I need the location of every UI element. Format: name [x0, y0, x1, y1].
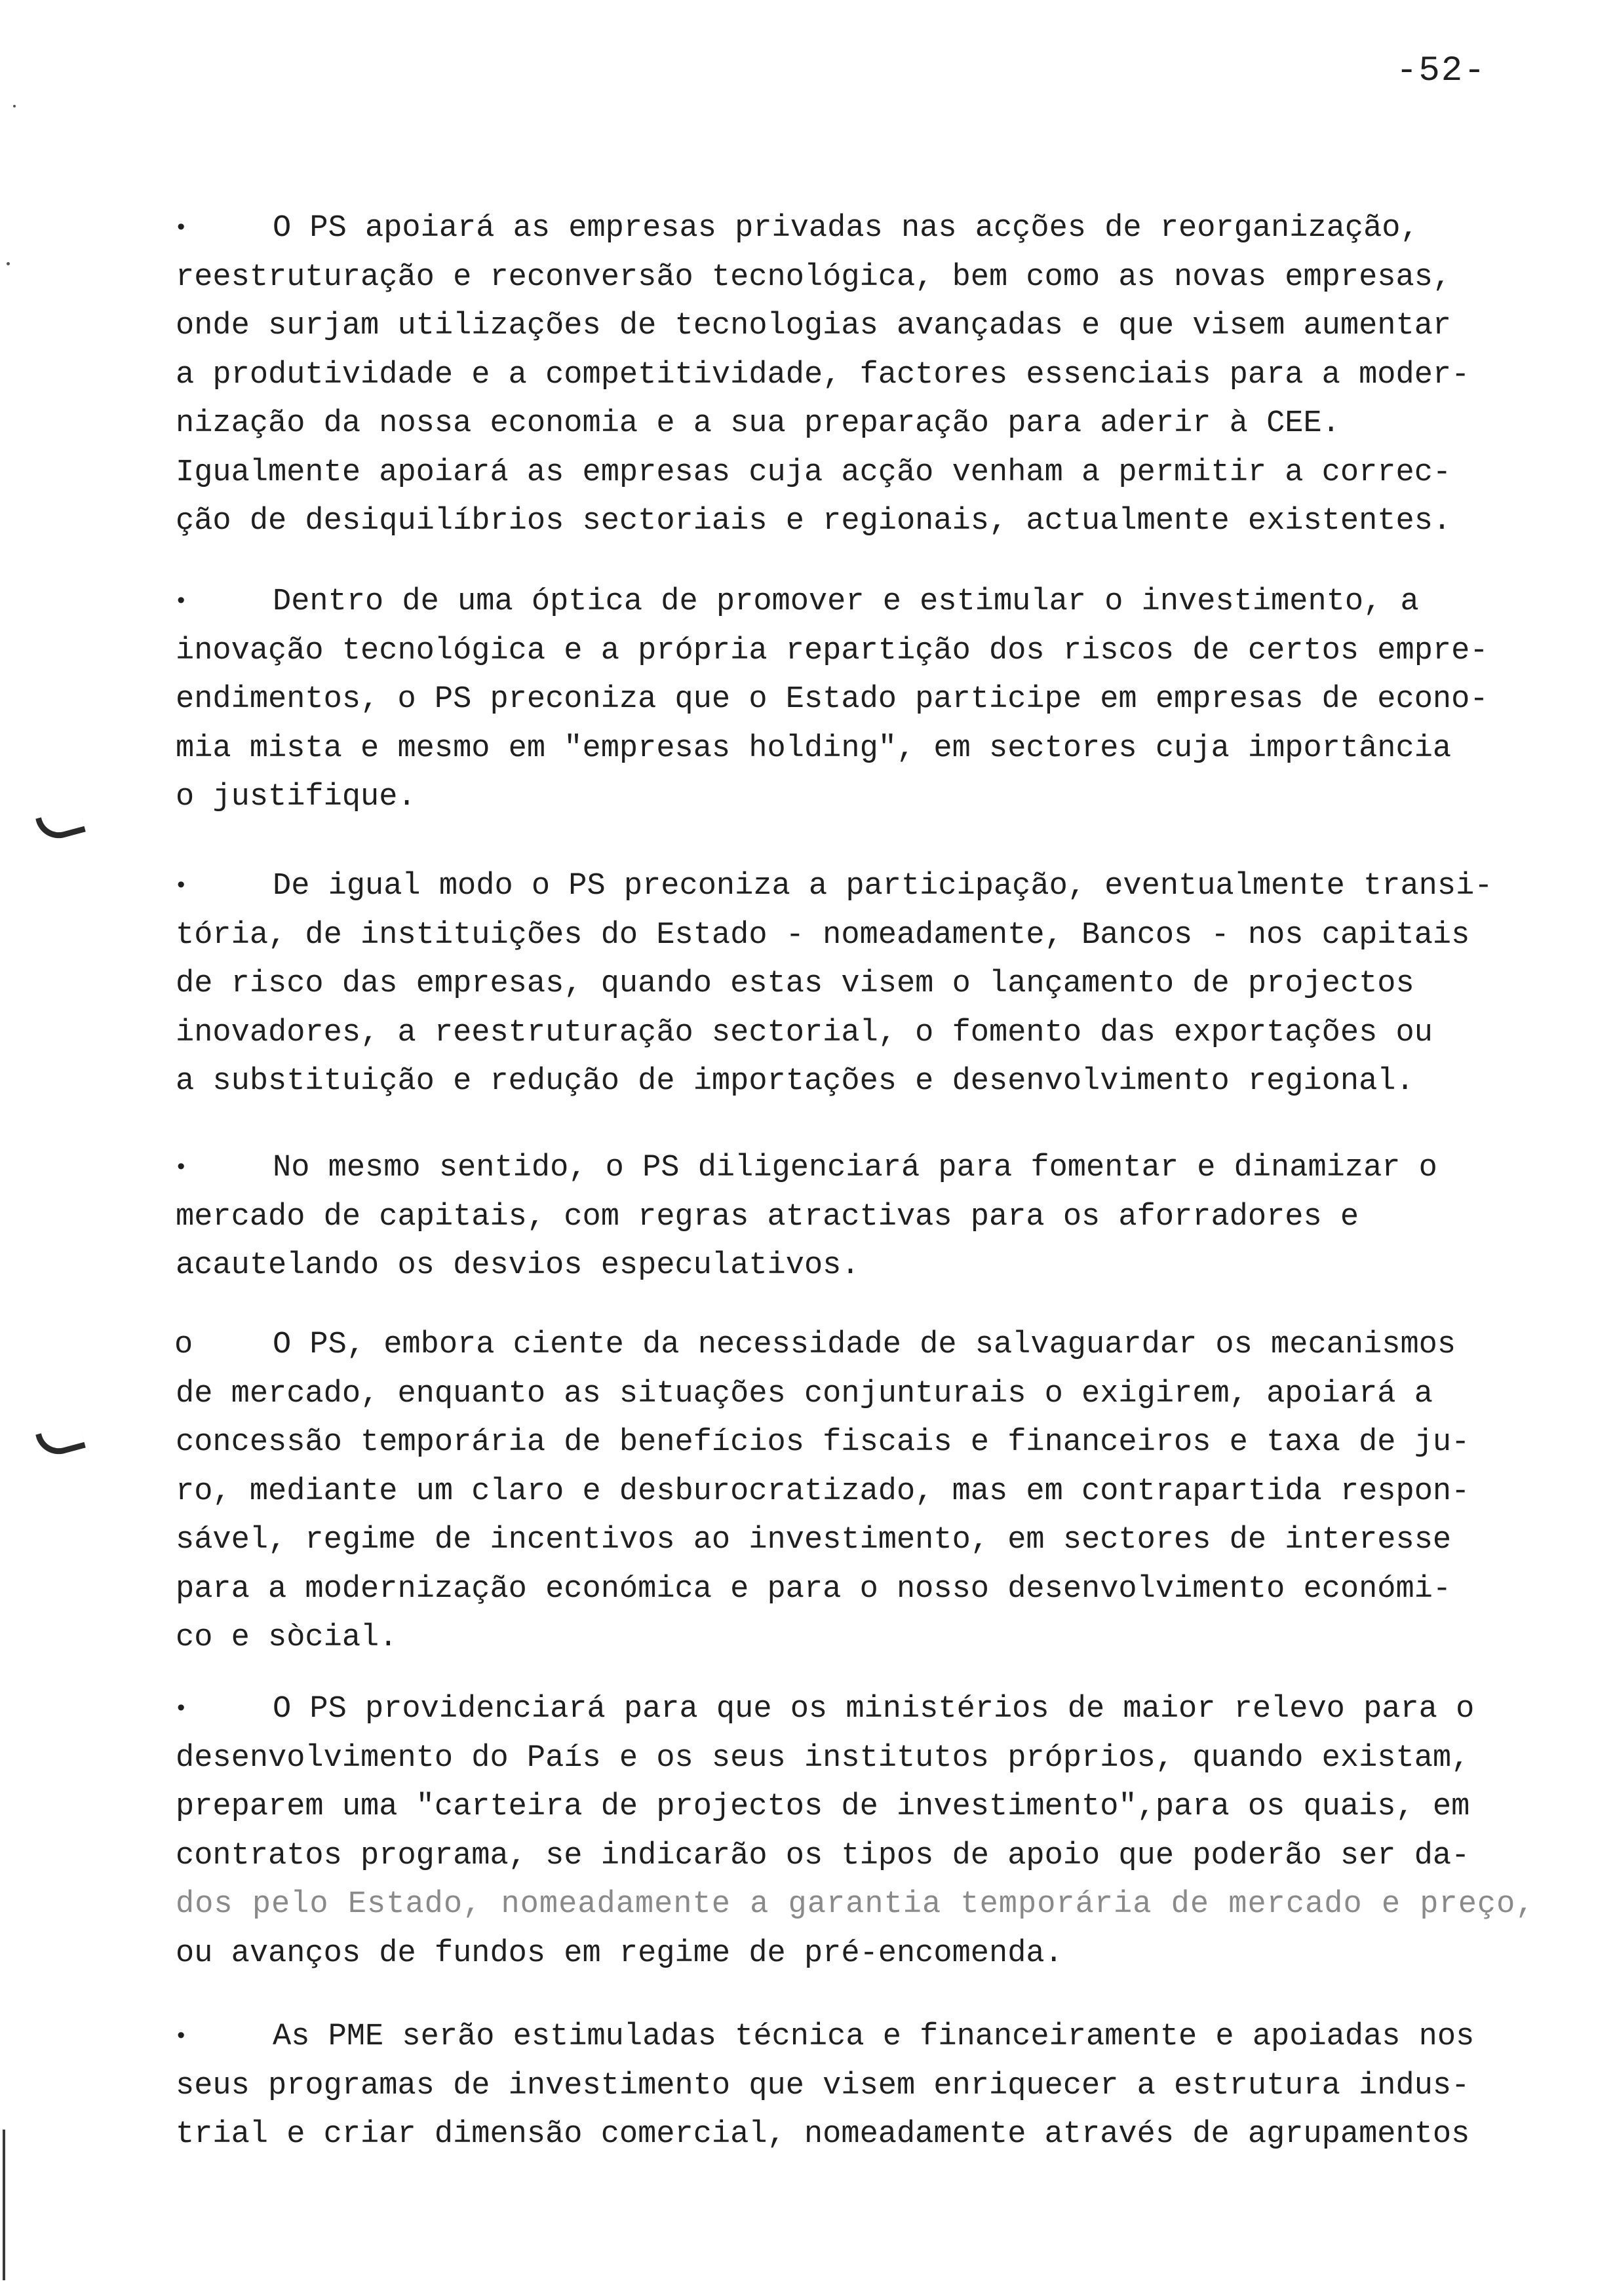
text-line: inovadores, a reestruturação sectorial, o fomento das exportações ou — [176, 1015, 1433, 1050]
margin-mark — [35, 1423, 86, 1460]
text-line: endimentos, o PS preconiza que o Estado participe em empresas de econo- — [176, 682, 1489, 717]
text-line: para a modernização económica e para o nosso desenvolvimento económi- — [176, 1571, 1452, 1607]
text-line: a produtividade e a competitividade, factores essenciais para a moder- — [176, 357, 1470, 392]
text-line: desenvolvimento do País e os seus institutos próprios, quando existam, — [176, 1740, 1470, 1776]
text-line: tória, de instituições do Estado - nomeadamente, Bancos - nos capitais — [176, 917, 1470, 953]
text-line: ção de desiquilíbrios sectoriais e regionais, actualmente existentes. — [176, 504, 1452, 539]
bullet-marker: o — [174, 1328, 193, 1362]
text-line: sável, regime de incentivos ao investimento, em sectores de interesse — [176, 1523, 1452, 1558]
text-line: ou avanços de fundos em regime de pré-encomenda. — [176, 1936, 1063, 1971]
paragraph-6 — [176, 1685, 1585, 1978]
text-line: a substituição e redução de importações e desenvolvimento regional. — [176, 1064, 1414, 1099]
text-line: Dentro de uma óptica de promover e estimular o investimento, a — [273, 584, 1419, 619]
text-line: mercado de capitais, com regras atractivas para os aforradores e — [176, 1199, 1359, 1234]
text-line: inovação tecnológica e a própria repartição dos riscos de certos empre- — [176, 633, 1489, 668]
text-line: ro, mediante um claro e desburocratizado, mas em contrapartida respon- — [176, 1474, 1470, 1509]
text-line: co e sòcial. — [176, 1620, 398, 1655]
text-line: contratos programa, se indicarão os tipos de apoio que poderão ser da- — [176, 1838, 1470, 1873]
bullet-marker: • — [174, 2025, 188, 2050]
text-line: de risco das empresas, quando estas visem o lançamento de projectos — [176, 966, 1414, 1001]
bullet-marker: • — [174, 216, 188, 241]
margin-mark — [35, 807, 86, 844]
speck — [13, 105, 16, 107]
text-line: nização da nossa economia e a sua preparação para aderir à CEE. — [176, 406, 1340, 441]
paragraph-7 — [176, 2013, 1585, 2160]
text-line: mia mista e mesmo em "empresas holding", em sectores cuja importância — [176, 731, 1452, 766]
paragraph-3 — [176, 862, 1585, 1107]
bullet-marker: • — [174, 1156, 188, 1181]
text-line: seus programas de investimento que visem enriquecer a estrutura indus- — [176, 2068, 1470, 2103]
text-line: concessão temporária de benefícios fiscais e financeiros e taxa de ju- — [176, 1425, 1470, 1460]
bullet-marker: • — [174, 590, 188, 615]
left-margin-rule — [3, 2130, 5, 2280]
text-line: o justifique. — [176, 780, 416, 814]
text-line: De igual modo o PS preconiza a participação, eventualmente transi- — [273, 869, 1493, 904]
text-line: dos pelo Estado, nomeadamente a garantia temporária de mercado e preço, — [176, 1887, 1535, 1922]
text-line: acautelando os desvios especulativos. — [176, 1248, 860, 1283]
text-line: reestruturação e reconversão tecnológica, bem como as novas empresas, — [176, 259, 1452, 295]
text-line: Igualmente apoiará as empresas cuja acção venham a permitir a correc- — [176, 455, 1452, 490]
speck — [7, 262, 10, 265]
paragraph-1 — [176, 204, 1585, 546]
page-number: -52- — [1396, 51, 1487, 91]
text-line: onde surjam utilizações de tecnologias avançadas e que visem aumentar — [176, 309, 1452, 343]
text-line: O PS providenciará para que os ministérios de maior relevo para o — [273, 1692, 1475, 1727]
text-line: trial e criar dimensão comercial, nomeadamente através de agrupamentos — [176, 2117, 1470, 2152]
paragraph-2 — [176, 578, 1585, 822]
text-line: O PS, embora ciente da necessidade de salvaguardar os mecanismos — [273, 1328, 1456, 1362]
text-line: As PME serão estimuladas técnica e financeiramente e apoiadas nos — [273, 2019, 1475, 2054]
paragraph-5 — [176, 1321, 1585, 1663]
bullet-marker: • — [174, 874, 188, 899]
bullet-marker: • — [174, 1697, 188, 1722]
text-line: No mesmo sentido, o PS diligenciará para fomentar e dinamizar o — [273, 1151, 1437, 1185]
text-line: de mercado, enquanto as situações conjunturais o exigirem, apoiará a — [176, 1376, 1433, 1411]
text-line: preparem uma "carteira de projectos de investimento",para os quais, em — [176, 1789, 1470, 1824]
text-line: O PS apoiará as empresas privadas nas acções de reorganização, — [273, 211, 1419, 246]
paragraph-4 — [176, 1144, 1585, 1291]
